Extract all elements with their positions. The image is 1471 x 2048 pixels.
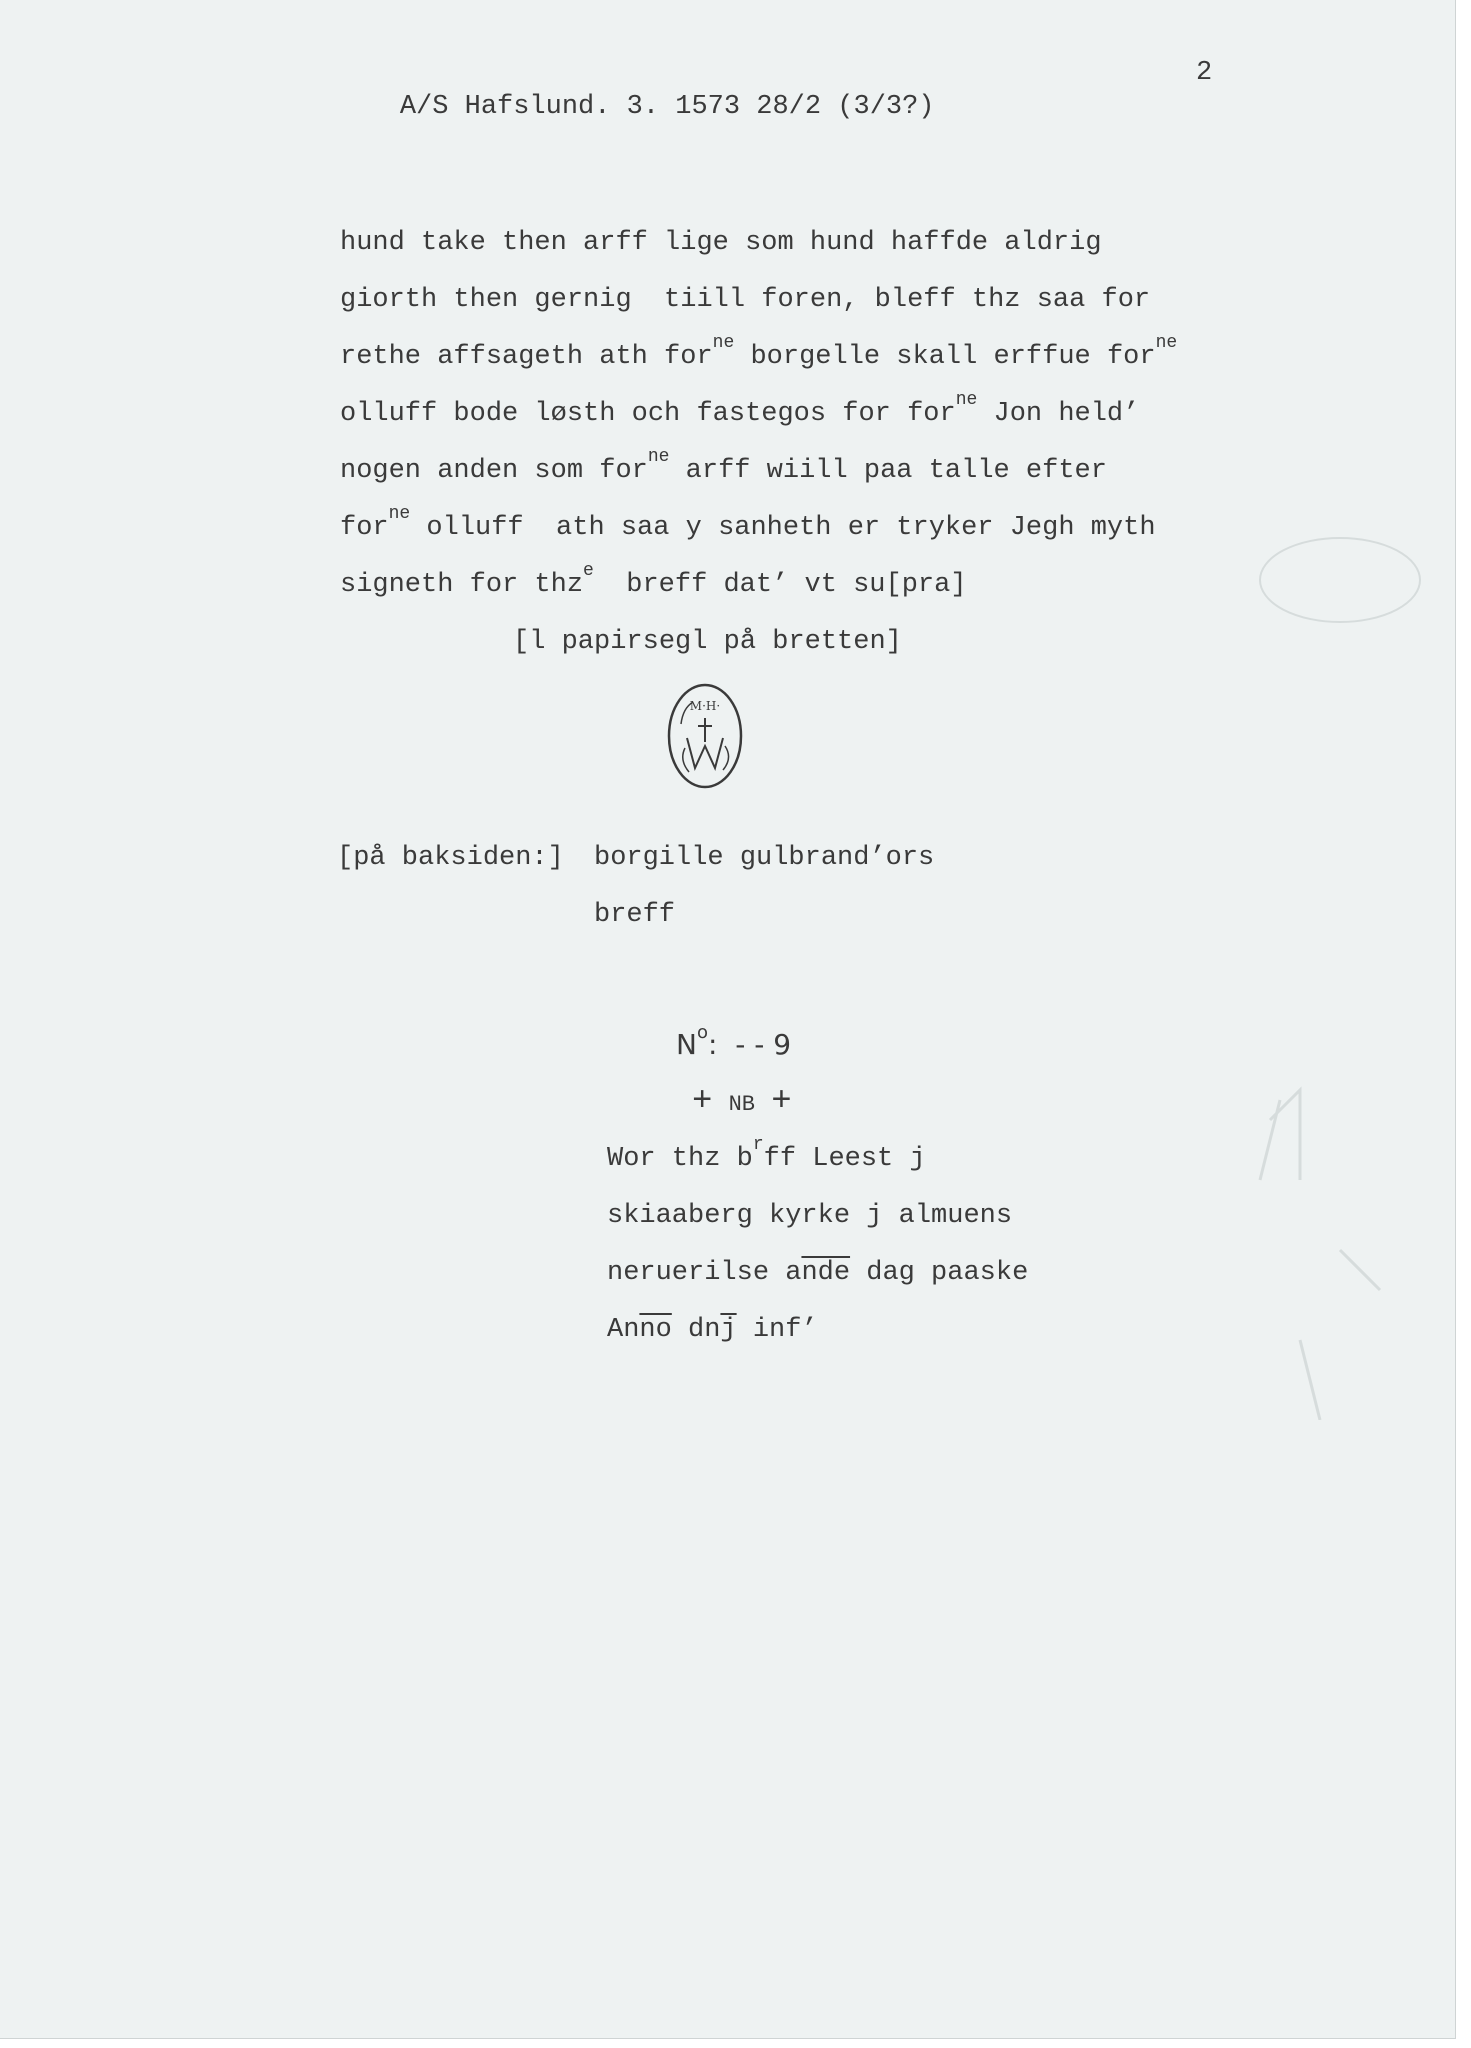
backside-note-line-1: Wor thz $b^rff$ Leest j xyxy=(607,1135,926,1174)
faint-pencil-circle-icon xyxy=(1240,520,1440,640)
page-number: 2 xyxy=(1196,58,1213,88)
faint-pencil-marks-icon xyxy=(1240,1060,1420,1420)
transcript-line-7: signeth for thz$^e$ breff dat’ vt su[pra] xyxy=(340,561,967,600)
nb-mark xyxy=(692,1085,792,1122)
nb-cross-right: + xyxy=(771,1083,792,1121)
backside-label: [på baksiden:] xyxy=(337,843,564,873)
transcript-line-5: nogen anden som for$^{ne}$ arff wiill paa talle efter xyxy=(340,447,1107,486)
seal-drawing-icon xyxy=(665,680,745,792)
transcript-line-6: for$^{ne}$ olluff ath saa y sanheth er tryker Jegh myth xyxy=(340,504,1156,543)
backside-note-line-3: neruerilse $a\overline{nde}$ dag paaske xyxy=(607,1258,1029,1288)
backside-line-2: breff xyxy=(594,900,676,930)
transcript-line-3: rethe affsageth ath for$^{ne}$ borgelle skall erffue for$^{ne}$ xyxy=(340,333,1178,372)
header-title: A/S Hafslund. 3. 1573 28/2 (3/3?) xyxy=(399,92,935,122)
document-number: $N^o$: - - 9 xyxy=(676,1022,792,1061)
seal-letters: M·H· xyxy=(689,699,721,713)
header-date: 1573 28/2 (3/3?) xyxy=(675,92,935,122)
backside-line-1: borgille gulbrand’ors xyxy=(594,843,935,873)
backside-note-line-4: $An\overline{no}$ $dn\overline{j}$ inf’ xyxy=(607,1315,818,1345)
nb-cross-left: + xyxy=(692,1083,713,1121)
transcript-line-4: olluff bode løsth och fastegos for for$^{ne}$ Jon held’ xyxy=(340,390,1140,429)
nb-label: NB xyxy=(728,1092,756,1117)
seal-note: [l papirsegl på bretten] xyxy=(513,627,902,657)
transcript-line-1: hund take then arff lige som hund haffde aldrig xyxy=(340,228,1102,258)
transcript-line-2: giorth then gernig tiill foren, bleff thz saa for xyxy=(340,285,1151,315)
backside-note-line-2: skiaaberg kyrke j almuens xyxy=(607,1201,1013,1231)
